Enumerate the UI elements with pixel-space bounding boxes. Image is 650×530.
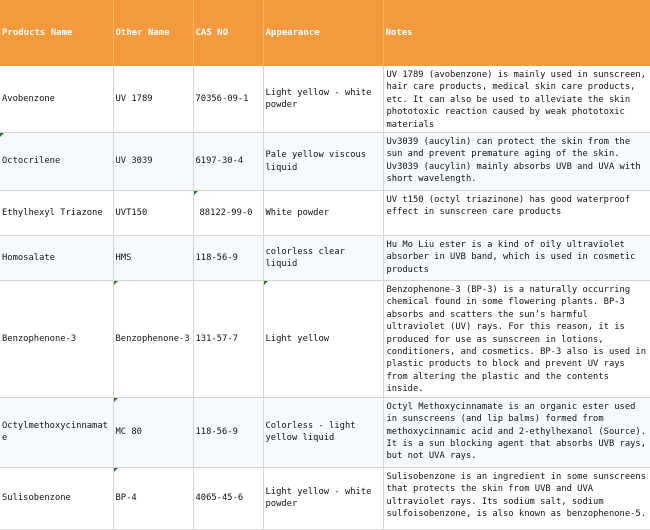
product-name-cell: Homosalate: [0, 236, 113, 281]
product-name-cell: Avobenzone: [0, 66, 113, 133]
cas-no-cell: 6197-30-4: [193, 133, 263, 191]
appearance-cell: Pale yellow viscous liquid: [263, 133, 383, 191]
header-products-name: Products Name: [0, 0, 113, 66]
cas-no-cell: 88122-99-0: [193, 191, 263, 236]
notes-cell: Hu Mo Liu ester is a kind of oily ultraviolet absorber in UVB band, which is used in cosmetic products: [383, 236, 650, 281]
notes-cell: Uv3039 (aucylin) can protect the skin from the sun and prevent premature aging of the skin. Uv3039 (aucylin) mainly absorbs UVB and UVA with short wavelength.: [383, 133, 650, 191]
table-row: [0, 66, 650, 133]
header-notes: Notes: [383, 0, 650, 66]
appearance-cell: Light yellow - white powder: [263, 66, 383, 133]
notes-cell: UV t150 (octyl triazinone) has good waterproof effect in sunscreen care products: [383, 191, 650, 236]
header-other-name: Other Name: [113, 0, 193, 66]
product-name-cell: Octylmethoxycinnamate: [0, 397, 113, 467]
header-row: [0, 0, 650, 66]
other-name-cell: UV 3039: [113, 133, 193, 191]
product-name-cell: Sulisobenzone: [0, 467, 113, 529]
cas-no-cell: 118-56-9: [193, 397, 263, 467]
product-name-cell: Ethylhexyl Triazone: [0, 191, 113, 236]
appearance-cell: colorless clear liquid: [263, 236, 383, 281]
other-name-cell: HMS: [113, 236, 193, 281]
table-row: [0, 467, 650, 529]
header-cas-no: CAS NO: [193, 0, 263, 66]
product-name-cell: Octocrilene: [0, 133, 113, 191]
appearance-cell: Light yellow - white powder: [263, 467, 383, 529]
product-name-cell: Benzophenone-3: [0, 281, 113, 398]
other-name-cell: BP-4: [113, 467, 193, 529]
notes-cell: Sulisobenzone is an ingredient in some sunscreens that protects the skin from UVB and UVA ultraviolet rays. Its sodium salt, sodium sulfoisobenzone, is also known as benzophenone-5.: [383, 467, 650, 529]
table-row: [0, 236, 650, 281]
table-row: [0, 397, 650, 467]
cas-no-cell: 118-56-9: [193, 236, 263, 281]
notes-cell: Benzophenone-3 (BP-3) is a naturally occurring chemical found in some flowering plants. BP-3 absorbs and scatters the sun’s harmful ultraviolet (UV) rays. For this reason, it is produced for use as sunscreen in lotions, conditioners, and cosmetics. BP-3 also is used in plastic products to block and prevent UV rays from altering the plastic and the contents inside.: [383, 281, 650, 398]
other-name-cell: UV 1789: [113, 66, 193, 133]
table-row: [0, 133, 650, 191]
table-row: [0, 191, 650, 236]
other-name-cell: Benzophenone-3: [113, 281, 193, 398]
cas-no-cell: 131-57-7: [193, 281, 263, 398]
notes-cell: UV 1789 (avobenzone) is mainly used in sunscreen, hair care products, medical skin care products, etc. It can also be used to alleviate the skin phototoxic reaction caused by weak phototoxic materials: [383, 66, 650, 133]
cas-no-cell: 4065-45-6: [193, 467, 263, 529]
other-name-cell: UVT150: [113, 191, 193, 236]
notes-cell: Octyl Methoxycinnamate is an organic ester used in sunscreens (and lip balms) formed from methoxycinnamic acid and 2-ethylhexanol (Source). It is a sun blocking agent that absorbs UVB rays, but not UVA rays.: [383, 397, 650, 467]
other-name-cell: MC 80: [113, 397, 193, 467]
cas-no-cell: 70356-09-1: [193, 66, 263, 133]
table-row: [0, 281, 650, 398]
appearance-cell: Colorless - light yellow liquid: [263, 397, 383, 467]
header-appearance: Appearance: [263, 0, 383, 66]
appearance-cell: White powder: [263, 191, 383, 236]
appearance-cell: Light yellow: [263, 281, 383, 398]
